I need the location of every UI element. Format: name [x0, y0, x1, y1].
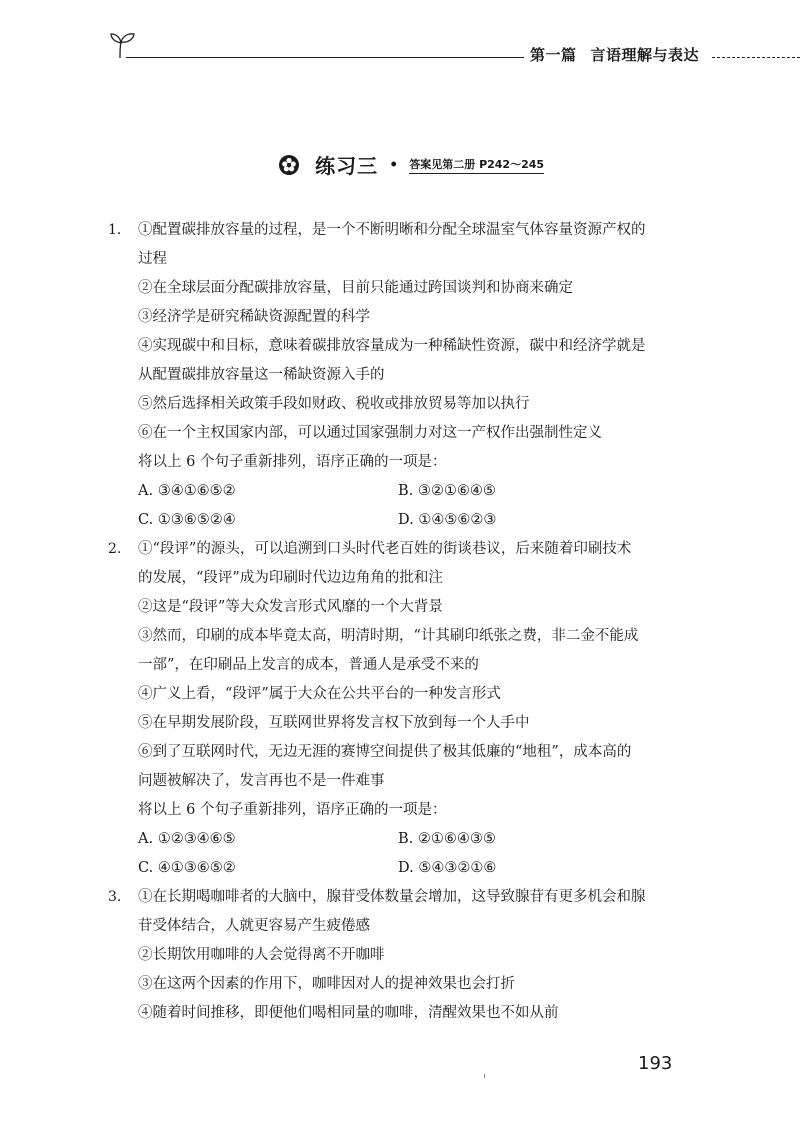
- question-line: [108, 448, 708, 477]
- sprout-icon: [108, 30, 138, 60]
- question-text: ④广义上看，“段评”属于大众在公共平台的一种发言形式: [138, 686, 501, 702]
- question-line: [108, 651, 708, 680]
- question-line: [108, 767, 708, 796]
- question-text: ②这是“段评”等大众发言形式风靡的一个大背景: [138, 599, 443, 615]
- answer-reference: 答案见第二册 P242～245: [409, 156, 544, 174]
- flower-icon: [278, 154, 300, 176]
- header-rule-right: [712, 57, 800, 58]
- question-text: ②长期饮用咖啡的人会觉得离不开咖啡: [138, 947, 385, 963]
- question-text: 将以上 6 个句子重新排列，语序正确的一项是：: [138, 454, 447, 470]
- question-list: [108, 216, 708, 1028]
- page-header: [108, 30, 800, 70]
- question-text: ①配置碳排放容量的过程，是一个不断明晰和分配全球温室气体容量资源产权的: [138, 222, 646, 238]
- header-rule-left: [126, 57, 524, 58]
- question-text: 过程: [138, 251, 167, 267]
- header-title: [530, 44, 699, 65]
- question-text: 将以上 6 个句子重新排列，语序正确的一项是：: [138, 802, 447, 818]
- question-text: ⑤在早期发展阶段，互联网世界将发言权下放到每一个人手中: [138, 715, 530, 731]
- question-line: [108, 738, 708, 767]
- question-line: [108, 361, 708, 390]
- question-line: [108, 796, 708, 825]
- option-row: [108, 477, 708, 506]
- question-text: ③在这两个因素的作用下，咖啡因对人的提神效果也会打折: [138, 976, 515, 992]
- question-text: 问题被解决了，发言再也不是一件难事: [138, 773, 385, 789]
- question-line: [108, 390, 708, 419]
- question-text: 一部”，在印刷品上发言的成本，普通人是承受不来的: [138, 657, 479, 673]
- question-line: [108, 680, 708, 709]
- option-c: C. ①③⑥⑤②④: [138, 512, 236, 528]
- header-part: 第一篇: [530, 46, 577, 64]
- section-title-main: 练习三: [315, 154, 379, 178]
- question-text: ②在全球层面分配碳排放容量，目前只能通过跨国谈判和协商来确定: [138, 280, 573, 296]
- question-number: 3.: [108, 889, 122, 905]
- question-text: 从配置碳排放容量这一稀缺资源入手的: [138, 367, 385, 383]
- question-line: [108, 245, 708, 274]
- option-row: [108, 825, 708, 854]
- question-text: ⑥到了互联网时代，无边无涯的赛博空间提供了极其低廉的“地租”，成本高的: [138, 744, 632, 760]
- question-line: [108, 622, 708, 651]
- question-text: ⑤然后选择相关政策手段如财政、税收或排放贸易等加以执行: [138, 396, 530, 412]
- question-line: [108, 419, 708, 448]
- option-b: B. ③②①⑥④⑤: [398, 483, 496, 499]
- question-line: [108, 709, 708, 738]
- question-line: [108, 912, 708, 941]
- question-text: 的发展，“段评”成为印刷时代边边角角的批和注: [138, 570, 443, 586]
- print-mark: [484, 1074, 485, 1078]
- option-b: B. ②①⑥④③⑤: [398, 831, 496, 847]
- question-text: ①在长期喝咖啡者的大脑中，腺苷受体数量会增加，这导致腺苷有更多机会和腺: [138, 889, 646, 905]
- question-line: [108, 332, 708, 361]
- question-line: [108, 274, 708, 303]
- page-number: 193: [638, 1053, 673, 1074]
- option-row: [108, 854, 708, 883]
- question-line: [108, 593, 708, 622]
- question-text: ⑥在一个主权国家内部，可以通过国家强制力对这一产权作出强制性定义: [138, 425, 602, 441]
- option-c: C. ④①③⑥⑤②: [138, 860, 236, 876]
- question-line: [108, 303, 708, 332]
- question-text: ③然而，印刷的成本毕竟太高，明清时期，“计其刷印纸张之费，非二金不能成: [138, 628, 639, 644]
- question-line: [108, 999, 708, 1028]
- option-row: [108, 506, 708, 535]
- question-line: [108, 564, 708, 593]
- question-line: [108, 970, 708, 999]
- option-d: D. ⑤④③②①⑥: [398, 860, 497, 876]
- option-d: D. ①④⑤⑥②③: [398, 512, 497, 528]
- question-text: ③经济学是研究稀缺资源配置的科学: [138, 309, 370, 325]
- question-line: [108, 883, 708, 912]
- question-text: ④随着时间推移，即便他们喝相同量的咖啡，清醒效果也不如从前: [138, 1005, 559, 1021]
- section-title-dot: •: [389, 156, 399, 173]
- header-chapter: 言语理解与表达: [590, 46, 700, 64]
- option-a: A. ③④①⑥⑤②: [138, 483, 236, 499]
- question-line: [108, 216, 708, 245]
- question-line: [108, 941, 708, 970]
- question-line: [108, 535, 708, 564]
- question-text: 苷受体结合，人就更容易产生疲倦感: [138, 918, 370, 934]
- question-text: ④实现碳中和目标，意味着碳排放容量成为一种稀缺性资源，碳中和经济学就是: [138, 338, 646, 354]
- question-number: 2.: [108, 541, 122, 557]
- question-number: 1.: [108, 222, 122, 238]
- question-text: ①“段评”的源头，可以追溯到口头时代老百姓的街谈巷议，后来随着印刷技术: [138, 541, 632, 557]
- option-a: A. ①②③④⑥⑤: [138, 831, 236, 847]
- section-title: [278, 150, 544, 184]
